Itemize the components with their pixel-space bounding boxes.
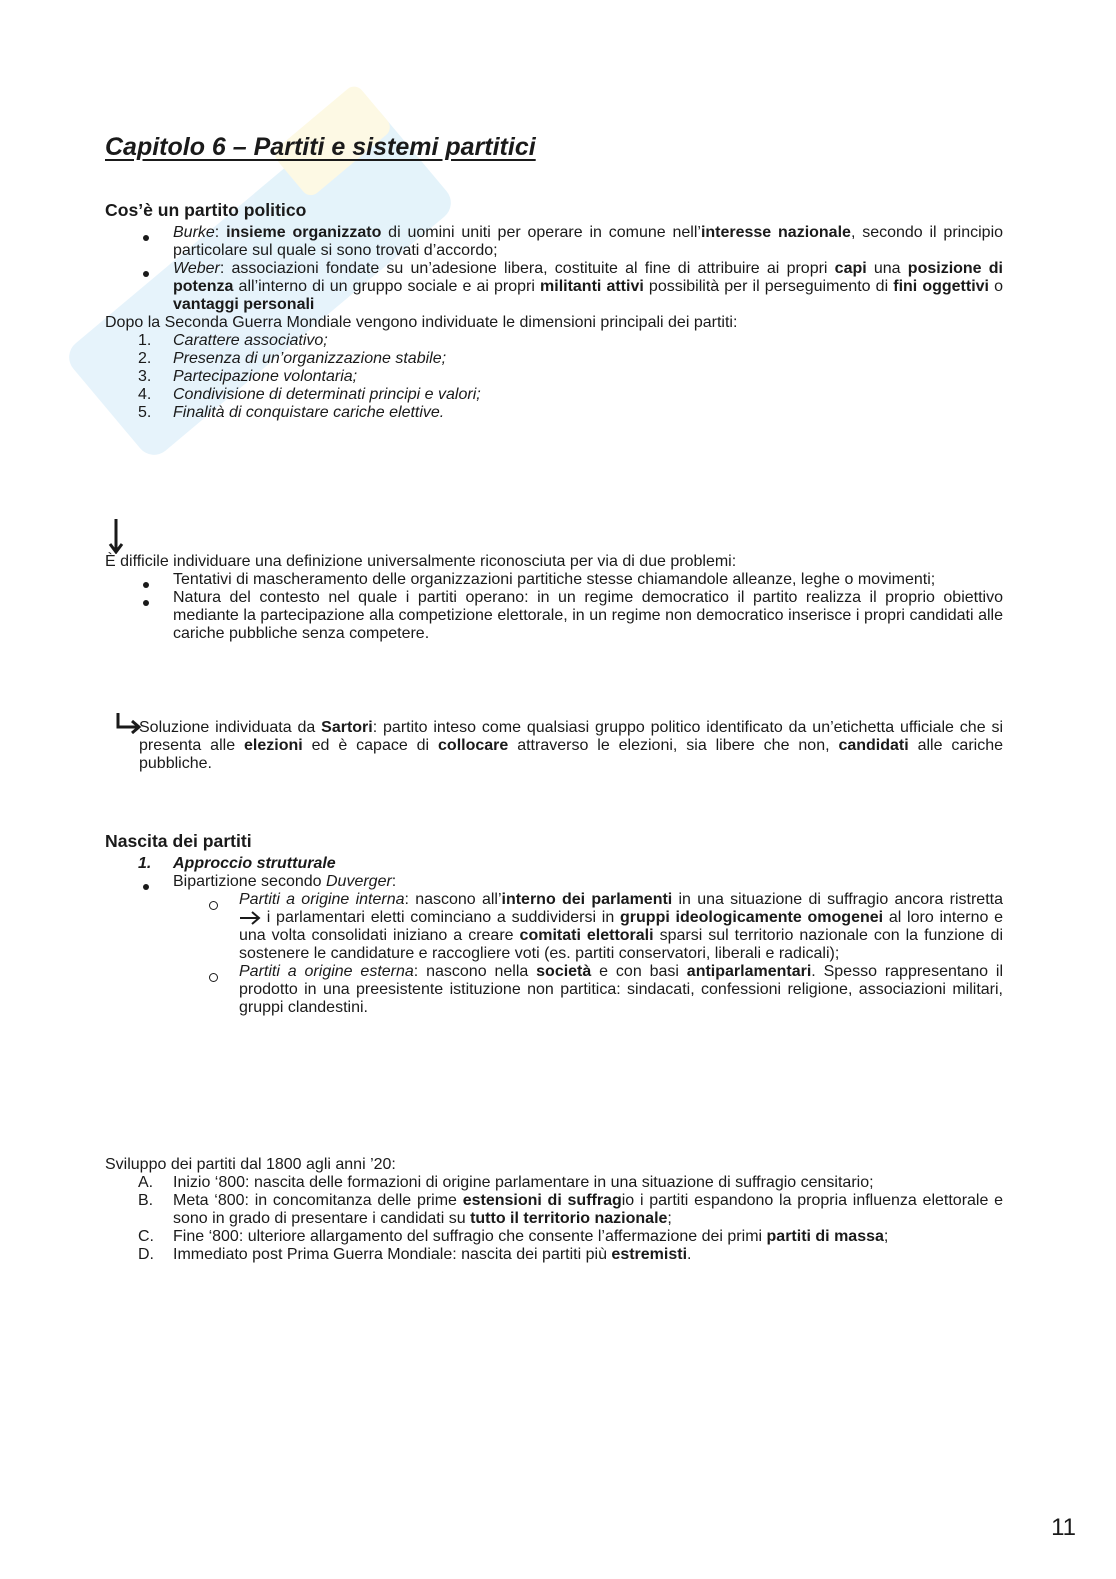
section-definition [105, 197, 1003, 422]
dimensions-intro: Dopo la Seconda Guerra Mondiale vengono individuate le dimensioni principali dei partiti: [105, 314, 738, 332]
approach-heading: 1. Approccio strutturale [138, 855, 336, 873]
list-item-external: Partiti a origine esterna: nascono nella società e con basi antiparlamentari. Spesso rappresentano il prodotto in una preesistente istituzione non partitica: sindacati, confessioni religione, associazioni militari, gruppi clandestini. [105, 963, 1003, 1017]
section-heading: Cos’è un partito politico [105, 200, 307, 220]
list-item-internal: Partiti a origine interna: nascono all’interno dei parlamenti in una situazione di suffragio ancora ristretta i parlamentari eletti cominciano a suddividersi in gruppi ideologicamente omogenei al loro interno e una volta consolidati iniziano a creare comitati elettorali sparsi sul territorio nazionale con la funzione di sostenere le candidature e raccogliere voti (es. partiti conservatori, liberali e radicali); [105, 891, 1003, 963]
list-item: B. Meta ‘800: in concomitanza delle prime estensioni di suffragio i partiti espandono la propria influenza elettorale e sono in grado di presentare i candidati su tutto il territorio nazionale; [138, 1192, 1004, 1227]
list-item: 5. Finalità di conquistare cariche elettive. [138, 404, 445, 422]
list-item: Tentativi di mascheramento delle organizzazioni partitiche stesse chiamandole alleanze, leghe o movimenti; [105, 571, 1003, 589]
list-item: 3. Partecipazione volontaria; [138, 368, 358, 386]
circle-bullet-icon [209, 973, 218, 982]
list-item: A. Inizio ‘800: nascita delle formazioni di origine parlamentare in una situazione di suffragio censitario; [138, 1174, 874, 1191]
list-item: D. Immediato post Prima Guerra Mondiale: nascita dei partiti più estremisti. [138, 1246, 692, 1263]
list-item-bipartition: Bipartizione secondo Duverger: [105, 873, 1003, 891]
page-number: 11 [1051, 1514, 1076, 1541]
arrow-down-icon [107, 518, 125, 554]
bullet-icon [143, 271, 149, 277]
sartori-paragraph: Soluzione individuata da Sartori: partito inteso come qualsiasi gruppo politico identificato da un’etichetta ufficiale che si presenta alle elezioni ed è capace di collocare attraverso le elezioni, sia libere che non, candidati alle cariche pubbliche. [139, 719, 1004, 772]
bullet-icon [143, 884, 149, 890]
section-development [105, 1156, 1003, 1264]
development-intro: Sviluppo dei partiti dal 1800 agli anni ’20: [105, 1156, 396, 1173]
bullet-icon [143, 600, 149, 606]
arrow-right-icon [239, 911, 261, 925]
bullet-icon [143, 235, 149, 241]
section-problems [105, 553, 1003, 643]
list-item: C. Fine ‘800: ulteriore allargamento del suffragio che consente l’affermazione dei primi partiti di massa; [138, 1228, 889, 1245]
page-title: Capitolo 6 – Partiti e sistemi partitici [105, 133, 536, 161]
bullet-icon [143, 582, 149, 588]
list-item: 1. Carattere associativo; [138, 332, 328, 350]
list-item: 2. Presenza di un’organizzazione stabile; [138, 350, 447, 368]
circle-bullet-icon [209, 901, 218, 910]
section-heading: Nascita dei partiti [105, 831, 252, 851]
list-item-burke: Burke: insieme organizzato di uomini uniti per operare in comune nell’interesse nazionale, secondo il principio particolare sul quale si sono trovati d’accordo; [105, 224, 1003, 260]
dimensions-list [105, 332, 1003, 422]
list-item-weber: Weber: associazioni fondate su un’adesione libera, costituite al fine di attribuire ai propri capi una posizione di potenza all’interno di un gruppo sociale e ai propri militanti attivi possibilità per il perseguimento di fini oggettivi o vantaggi personali [105, 260, 1003, 314]
section-birth [105, 828, 1003, 1017]
list-item: Natura del contesto nel quale i partiti operano: in un regime democratico il partito realizza il proprio obiettivo mediante la partecipazione alla competizione elettorale, in un regime non democratico inserisce i propri candidati alle cariche pubbliche senza competere. [105, 589, 1003, 643]
list-item: 4. Condivisione di determinati principi e valori; [138, 386, 481, 404]
difficulty-text: È difficile individuare una definizione universalmente riconosciuta per via di due problemi: [105, 553, 737, 570]
